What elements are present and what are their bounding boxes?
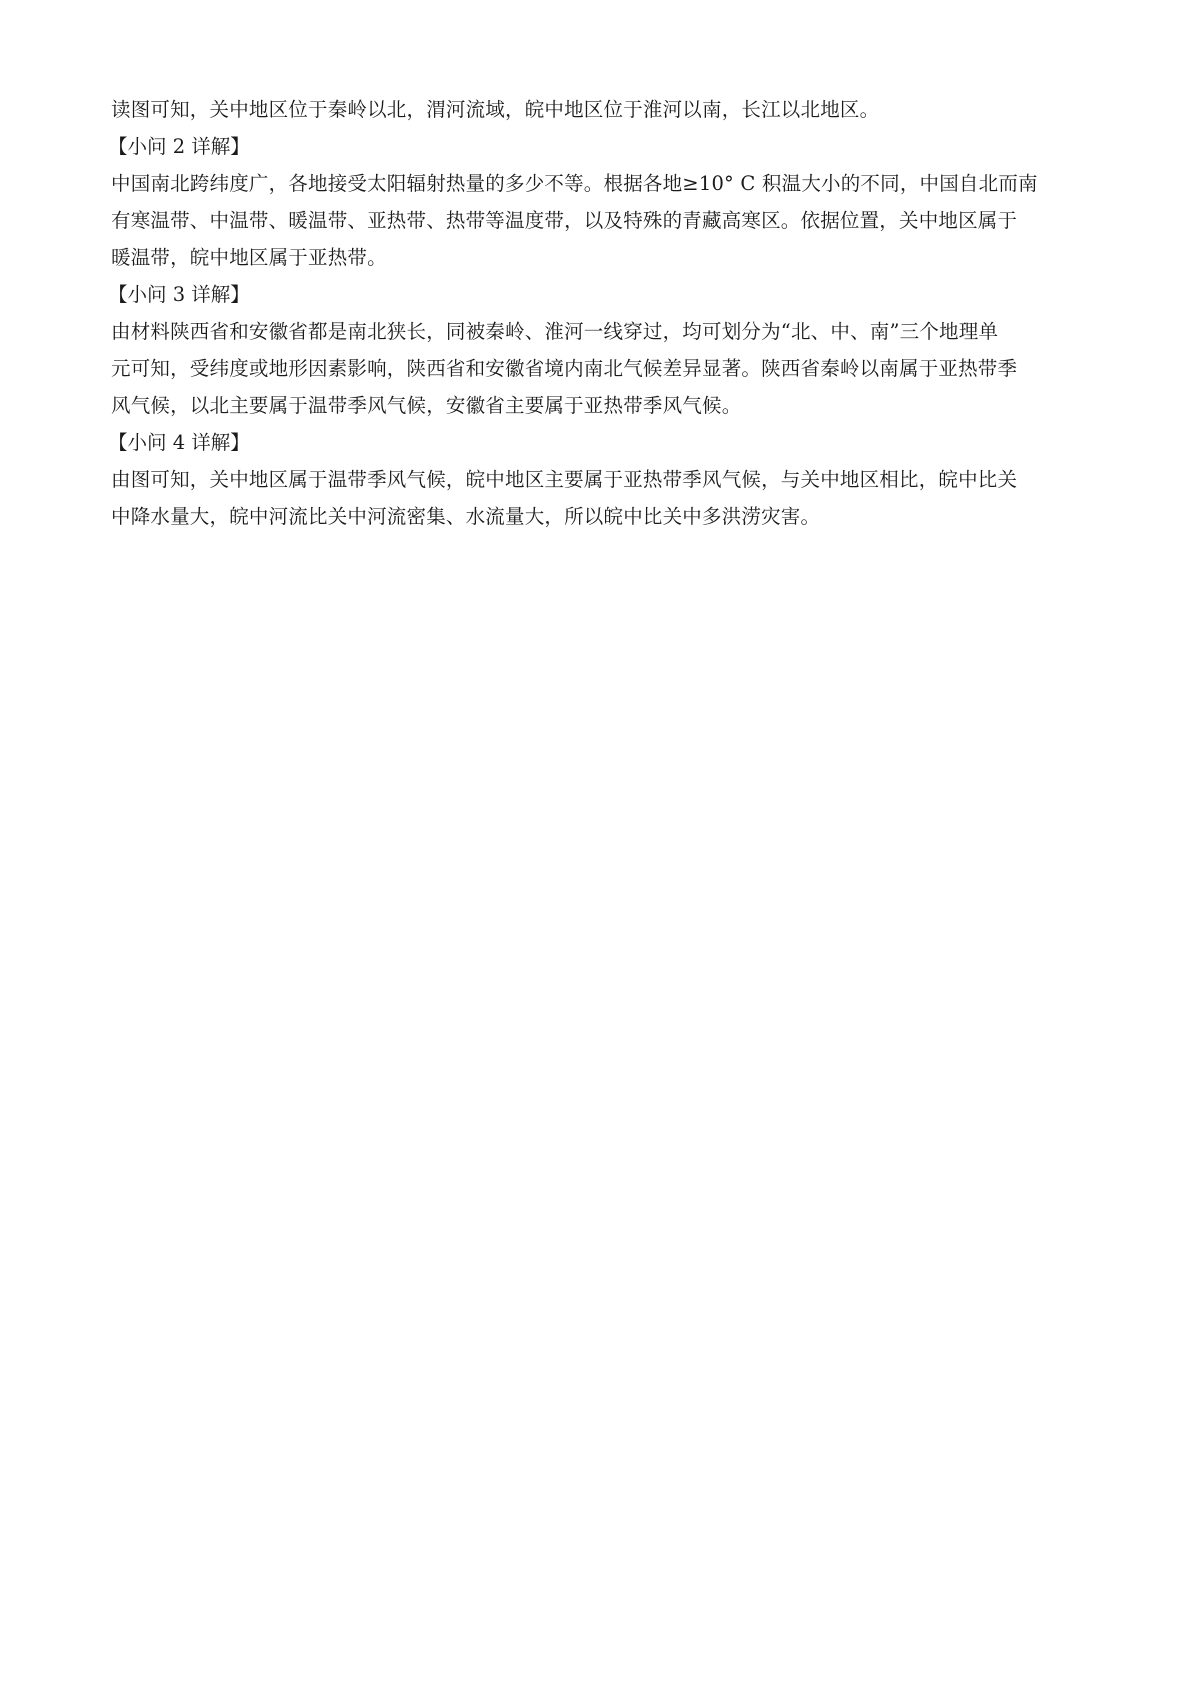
section-heading: 【小问 4 详解】	[108, 431, 250, 454]
section-heading: 【小问 2 详解】	[108, 135, 250, 158]
text-line: 元可知，受纬度或地形因素影响，陕西省和安徽省境内南北气候差异显著。陕西省秦岭以南属于亚热带季	[111, 357, 1018, 380]
text-line: 读图可知，关中地区位于秦岭以北，渭河流域，皖中地区位于淮河以南，长江以北地区。	[111, 98, 880, 121]
text-line: 有寒温带、中温带、暖温带、亚热带、热带等温度带，以及特殊的青藏高寒区。依据位置，关中地区属于	[111, 209, 1018, 232]
section-paragraph	[111, 461, 1101, 535]
text-line: 中降水量大，皖中河流比关中河流密集、水流量大，所以皖中比关中多洪涝灾害。	[111, 505, 821, 528]
section-paragraph	[111, 165, 1101, 276]
section-heading: 【小问 3 详解】	[108, 283, 250, 306]
section-question-2	[108, 128, 1101, 276]
text-line: 暖温带，皖中地区属于亚热带。	[111, 246, 387, 269]
text-line: 风气候，以北主要属于温带季风气候，安徽省主要属于亚热带季风气候。	[111, 394, 742, 417]
text-line: 由图可知，关中地区属于温带季风气候，皖中地区主要属于亚热带季风气候，与关中地区相比，皖中比关	[111, 468, 1018, 491]
section-paragraph	[111, 313, 1101, 424]
text-line: 中国南北跨纬度广，各地接受太阳辐射热量的多少不等。根据各地≥10° C 积温大小的不同，中国自北而南	[111, 172, 1038, 195]
section-question-4	[108, 424, 1101, 535]
document-page	[108, 91, 1101, 535]
intro-paragraph	[111, 91, 1101, 128]
text-line: 由材料陕西省和安徽省都是南北狭长，同被秦岭、淮河一线穿过，均可划分为“北、中、南”三个地理单	[111, 320, 999, 343]
section-question-3	[108, 276, 1101, 424]
